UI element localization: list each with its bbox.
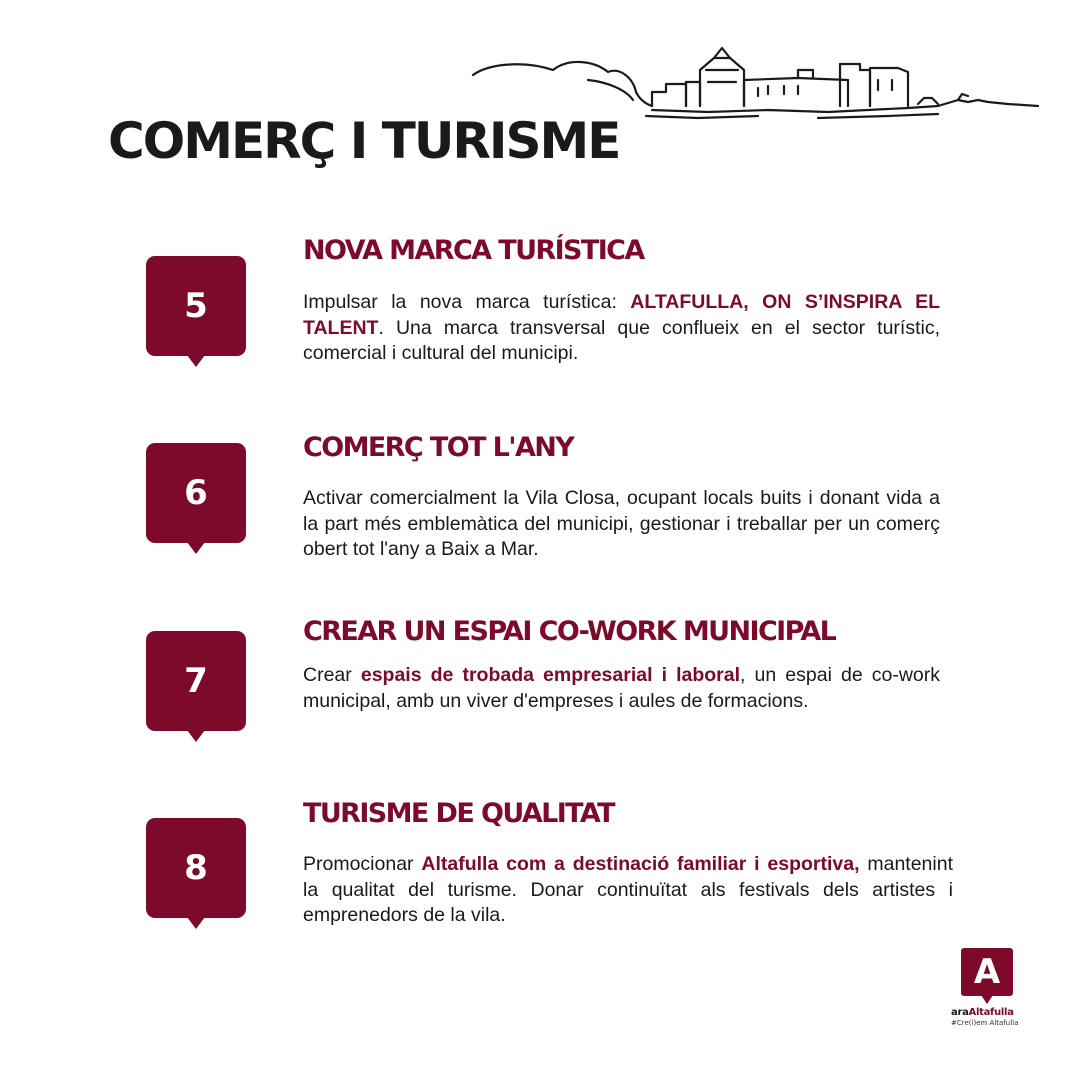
logo-name xyxy=(951,1007,1037,1018)
number-badge: 5 xyxy=(146,256,246,356)
description-text: Promocionar xyxy=(303,853,422,875)
description-text: . Una marca transversal que conflueix en el sector turístic, comercial i cultural del municipi. xyxy=(303,316,940,364)
number-badge: 7 xyxy=(146,631,246,731)
page-title: COMERÇ I TURISME xyxy=(108,112,620,170)
number-badge: 8 xyxy=(146,818,246,918)
brand-logo xyxy=(951,948,1037,1027)
description-highlight: espais de trobada empresarial i laboral xyxy=(360,664,741,686)
description-text: mantenint la qualitat del turisme. Donar continuïtat als festivals dels artistes i emprenedors de la vila. xyxy=(303,853,953,926)
item-description xyxy=(303,663,940,714)
item-description xyxy=(303,290,940,367)
item-title: NOVA MARCA TURÍSTICA xyxy=(303,235,644,266)
item-description: Activar comercialment la Vila Closa, ocupant locals buits i donant vida a la part més emblemàtica del municipi, gestionar i treballar per un comerç obert tot l'any a Baix a Mar. xyxy=(303,487,940,560)
item-description xyxy=(303,852,953,929)
description-text: Crear xyxy=(303,664,361,686)
item-title: TURISME DE QUALITAT xyxy=(303,798,614,829)
item-title: CREAR UN ESPAI CO-WORK MUNICIPAL xyxy=(303,616,836,647)
description-text: Impulsar la nova marca turística: xyxy=(303,291,631,313)
description-text: , un espai de co-work municipal, amb un viver d'empreses i aules de formacions. xyxy=(303,664,940,712)
description-highlight: Altafulla com a destinació familiar i esportiva, xyxy=(421,853,860,875)
logo-name-main: Altafulla xyxy=(968,1007,1014,1018)
number-badge: 6 xyxy=(146,443,246,543)
logo-name-prefix: ara xyxy=(951,1007,969,1018)
item-title: COMERÇ TOT L'ANY xyxy=(303,432,574,463)
logo-mark: A xyxy=(961,948,1013,996)
description-highlight: ALTAFULLA, ON S’INSPIRA EL TALENT xyxy=(303,291,940,339)
logo-tagline: #Cre(i)em Altafulla xyxy=(951,1019,1019,1027)
